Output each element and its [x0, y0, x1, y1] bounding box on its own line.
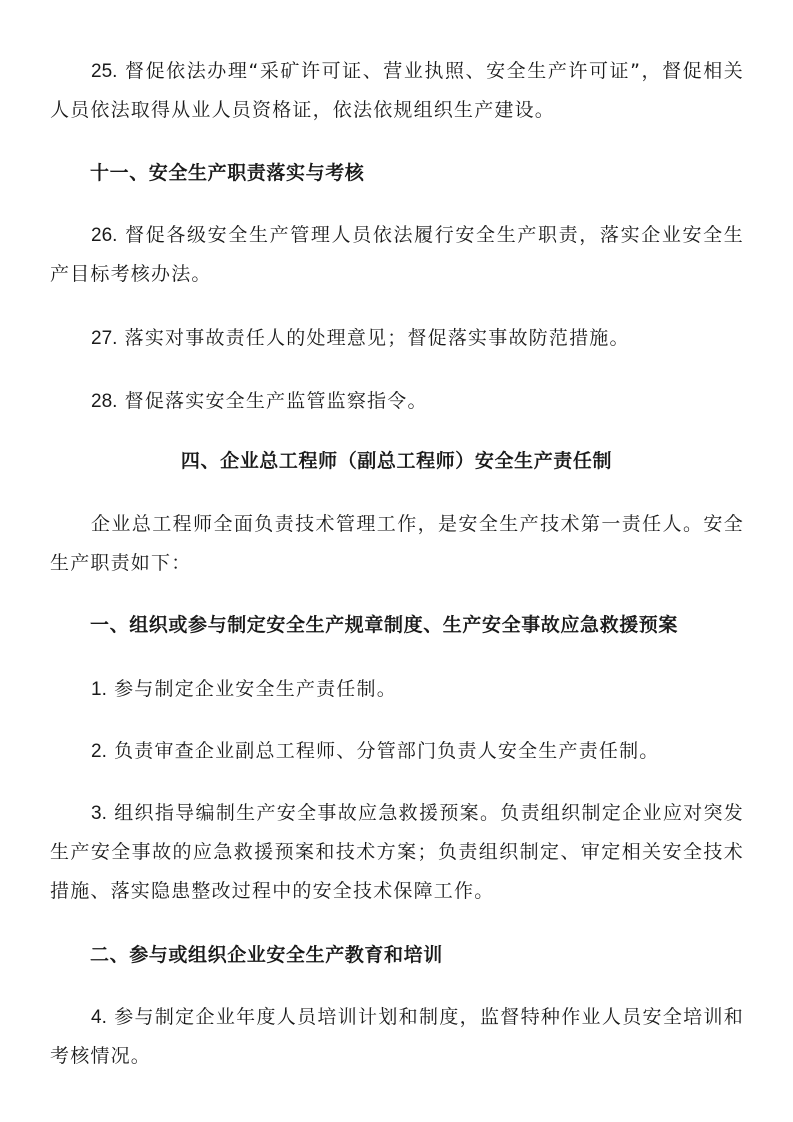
heading-1: 一、组织或参与制定安全生产规章制度、生产安全事故应急救援预案 [90, 614, 679, 636]
item-number: 26. [91, 225, 118, 246]
item-number: 1. [91, 679, 107, 700]
item-number: 25. [91, 61, 118, 82]
paragraph-text: 组织指导编制生产安全事故应急救援预案。负责组织制定企业应对突发生产安全事故的应急救援预案和技术方案；负责组织制定、审定相关安全技术措施、落实隐患整改过程中的安全技术保障工作。 [50, 802, 744, 902]
intro-paragraph: 企业总工程师全面负责技术管理工作，是安全生产技术第一责任人。安全生产职责如下： [50, 513, 744, 574]
item-number: 2. [91, 741, 107, 762]
paragraph-26 [50, 216, 744, 294]
paragraph-text: 督促依法办理“采矿许可证、营业执照、安全生产许可证”，督促相关人员依法取得从业人员资格证，依法依规组织生产建设。 [50, 60, 744, 121]
heading-11: 十一、安全生产职责落实与考核 [90, 162, 365, 184]
paragraph-text: 负责审查企业副总工程师、分管部门负责人安全生产责任制。 [106, 740, 660, 762]
item-number: 27. [91, 328, 118, 349]
paragraph-28 [50, 382, 744, 421]
paragraph-25 [50, 52, 744, 130]
paragraph-text: 参与制定企业年度人员培训计划和制度，监督特种作业人员安全培训和考核情况。 [50, 1006, 744, 1067]
section-title: 四、企业总工程师（副总工程师）安全生产责任制 [180, 450, 613, 472]
paragraph-4 [50, 998, 744, 1076]
paragraph-text: 落实对事故责任人的处理意见；督促落实事故防范措施。 [117, 327, 630, 349]
item-number: 28. [91, 391, 118, 412]
item-number: 3. [91, 803, 107, 824]
paragraph-1 [50, 670, 744, 709]
paragraph-text: 参与制定企业安全生产责任制。 [106, 678, 397, 700]
paragraph-2 [50, 732, 744, 771]
item-number: 4. [91, 1007, 107, 1028]
paragraph-27 [50, 319, 744, 358]
paragraph-text: 督促各级安全生产管理人员依法履行安全生产职责，落实企业安全生产目标考核办法。 [50, 224, 744, 285]
paragraph-text: 督促落实安全生产监管监察指令。 [117, 390, 428, 412]
paragraph-3 [50, 794, 744, 911]
heading-2: 二、参与或组织企业安全生产教育和培训 [90, 944, 443, 966]
